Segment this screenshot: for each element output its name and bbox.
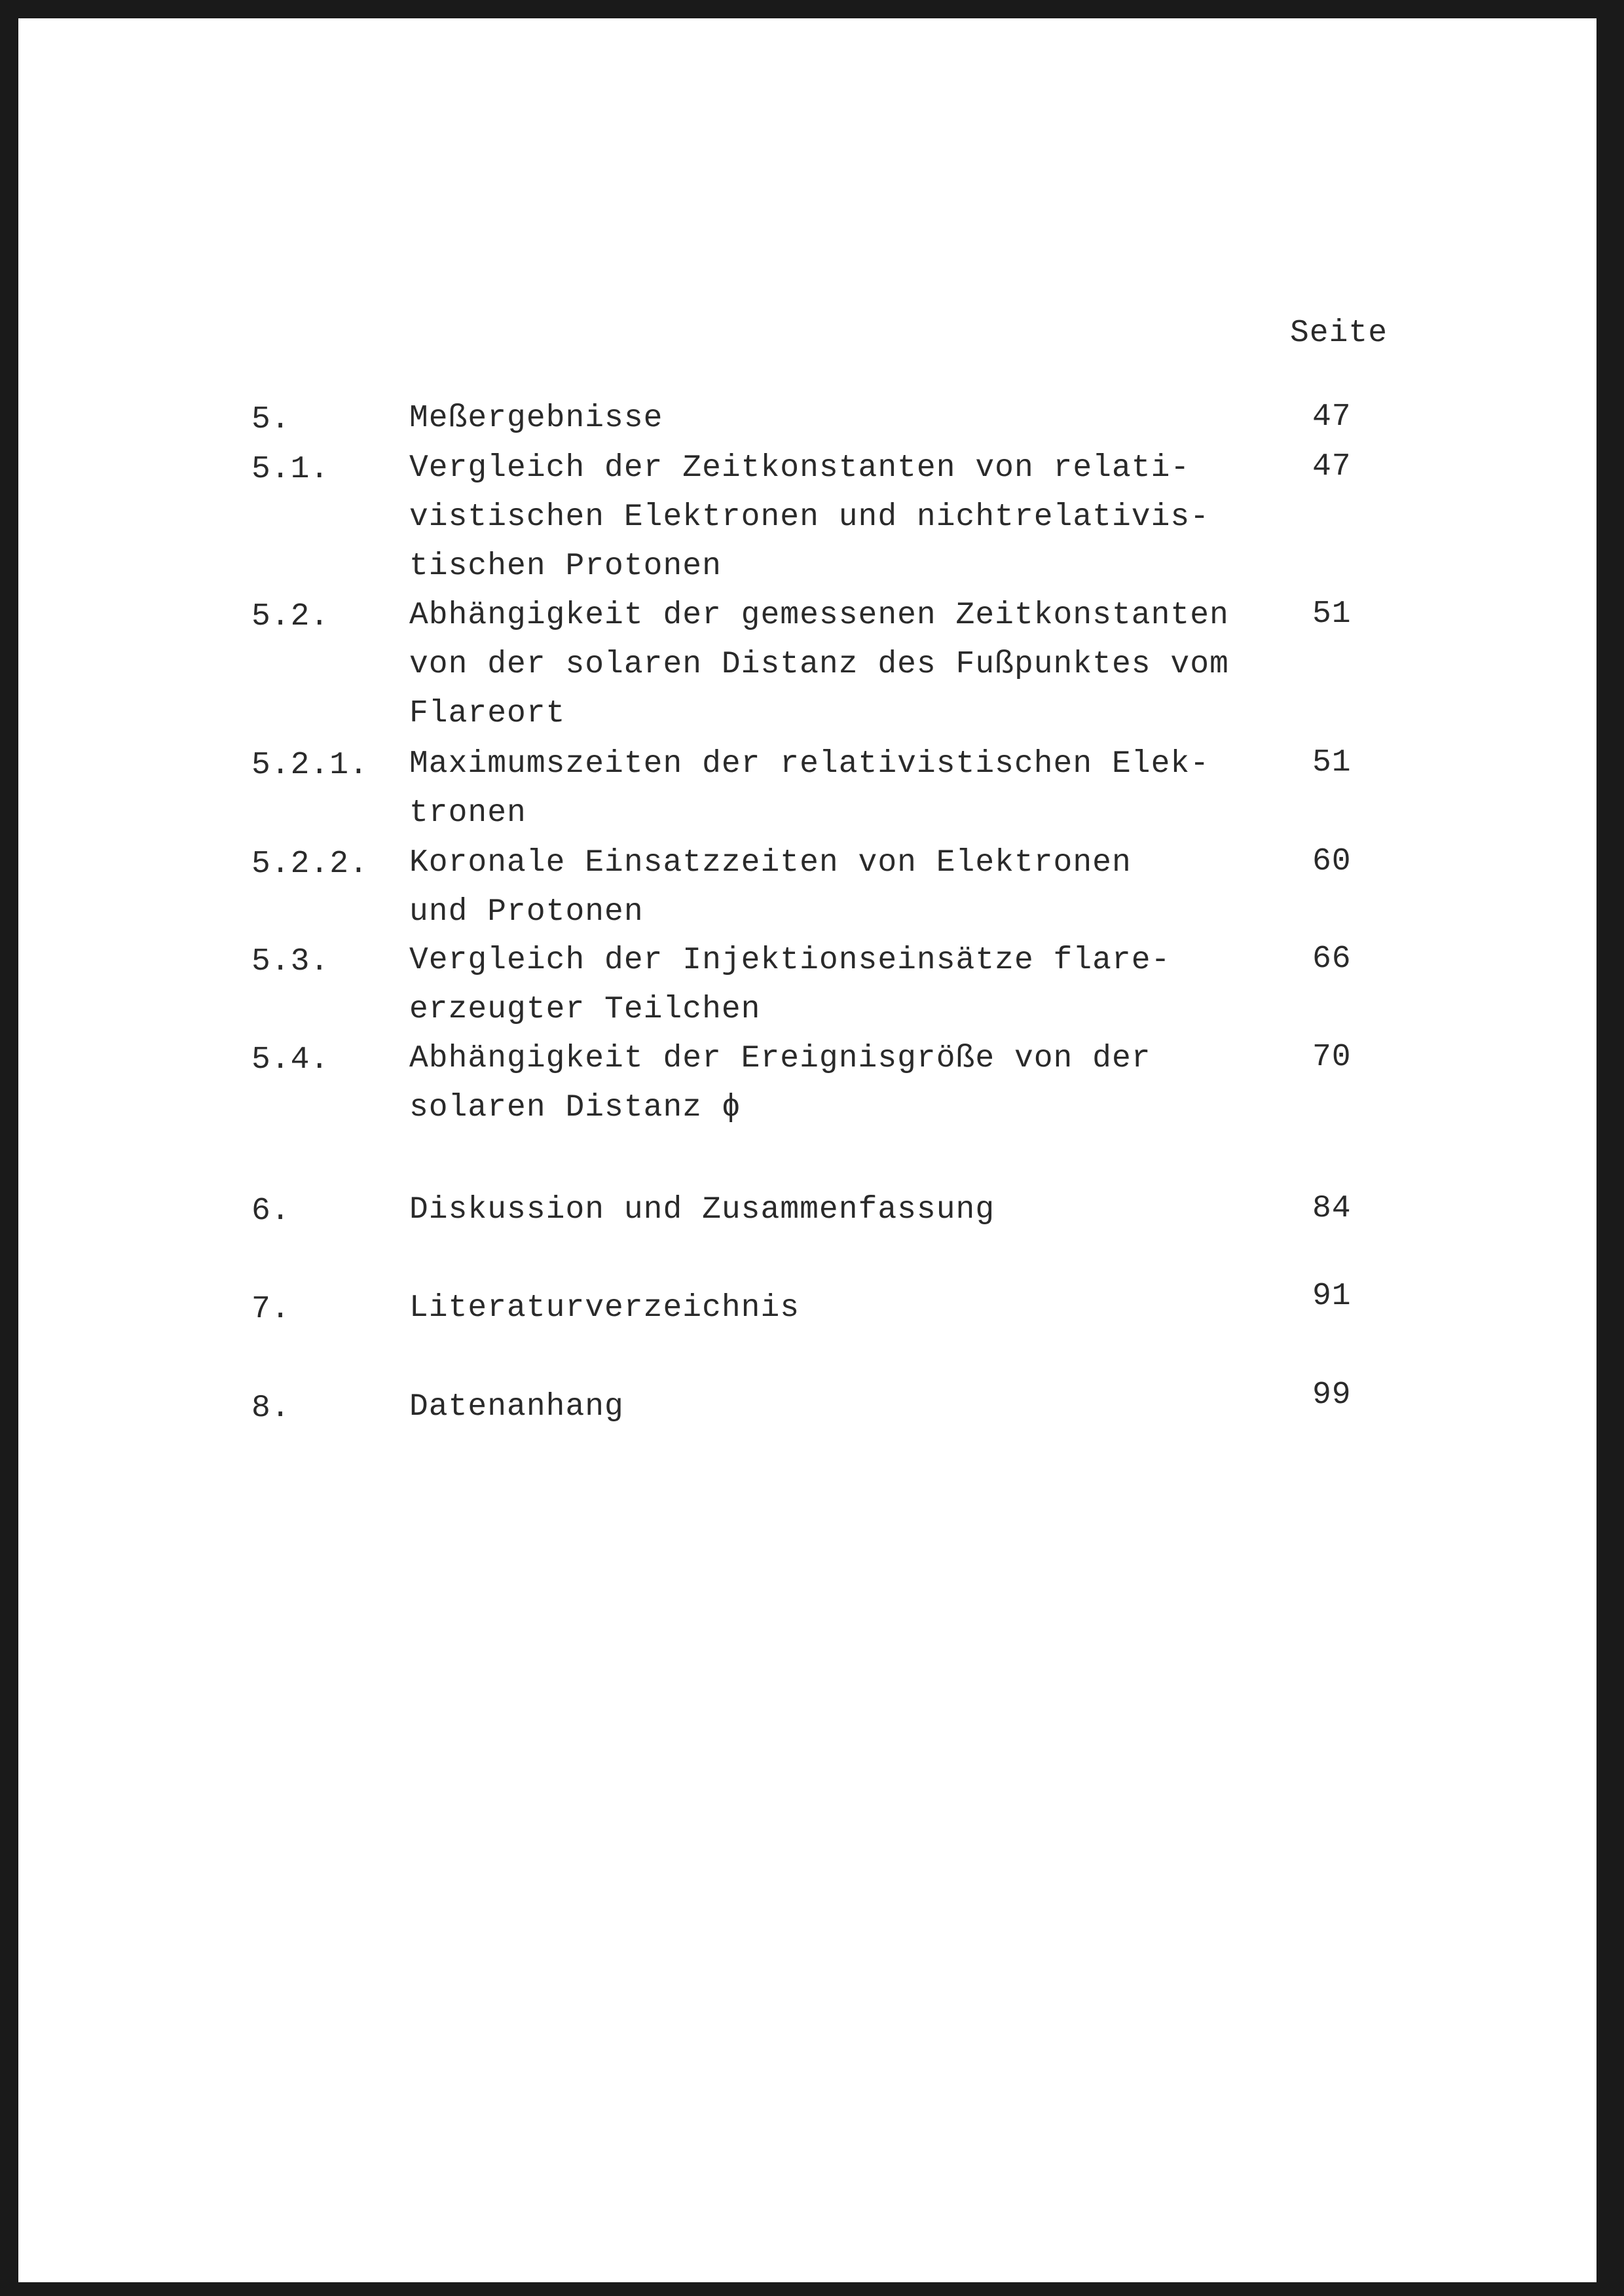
toc-entry-page: 47: [1312, 399, 1352, 435]
toc-entry-page: 99: [1312, 1377, 1352, 1413]
toc-entry-title: Vergleich der Zeitkonstanten von relati- vistischen Elektronen und nichtrelativis- tischen Protonen: [409, 450, 1209, 584]
page-column-label: Seite: [1290, 316, 1388, 351]
toc-entry-title: Datenanhang: [409, 1389, 624, 1425]
toc-entry-number: 5.3.: [251, 944, 330, 979]
toc-entry-title: Koronale Einsatzzeiten von Elektronen und Protonen: [409, 845, 1132, 930]
toc-entry-number: 5.1.: [251, 452, 330, 487]
toc-entry-number: 5.2.: [251, 599, 330, 634]
toc-entry-title: Meßergebnisse: [409, 401, 663, 436]
toc-entry-number: 5.4.: [251, 1042, 330, 1078]
toc-entry-page: 51: [1312, 745, 1352, 780]
toc-entry-title: Abhängigkeit der gemessenen Zeitkonstanten von der solaren Distanz des Fußpunktes vom Flareort: [409, 598, 1229, 731]
toc-entry-number: 5.2.2.: [251, 847, 369, 882]
toc-entry-page: 91: [1312, 1279, 1352, 1314]
toc-entry-number: 5.2.1.: [251, 748, 369, 783]
toc-entry-page: 60: [1312, 844, 1352, 879]
toc-entry-title: Vergleich der Injektionseinsätze flare- erzeugter Teilchen: [409, 943, 1171, 1027]
toc-entry-page: 84: [1312, 1191, 1352, 1226]
toc-entry-page: 70: [1312, 1040, 1352, 1075]
toc-entry-title: Diskussion und Zusammenfassung: [409, 1192, 995, 1228]
toc-entry-title: Maximumszeiten der relativistischen Elek- tronen: [409, 746, 1209, 831]
document-page: [18, 18, 1596, 2282]
toc-entry-number: 6.: [251, 1194, 291, 1229]
toc-entry-title: Literaturverzeichnis: [409, 1290, 800, 1326]
toc-entry-number: 8.: [251, 1391, 291, 1426]
toc-entry-number: 5.: [251, 402, 291, 437]
toc-entry-page: 47: [1312, 449, 1352, 484]
toc-entry-page: 66: [1312, 941, 1352, 977]
toc-entry-page: 51: [1312, 596, 1352, 632]
toc-entry-title: Abhängigkeit der Ereignisgröße von der solaren Distanz ϕ: [409, 1041, 1151, 1125]
toc-entry-number: 7.: [251, 1292, 291, 1327]
